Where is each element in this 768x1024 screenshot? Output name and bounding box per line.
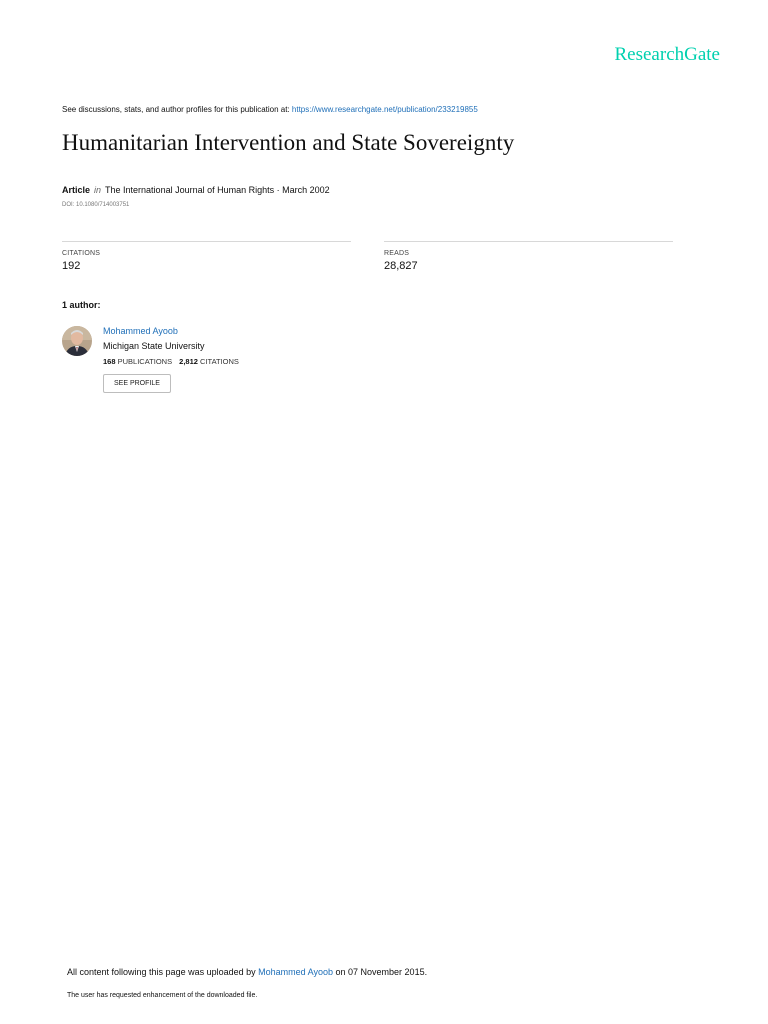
author-citations-label: CITATIONS xyxy=(200,357,239,366)
citations-label: CITATIONS xyxy=(62,250,101,257)
citations-value: 192 xyxy=(62,260,81,272)
upload-suffix: on 07 November 2015. xyxy=(333,967,428,977)
journal-date: The International Journal of Human Rights · March 2002 xyxy=(105,185,330,195)
author-avatar[interactable] xyxy=(62,326,92,356)
author-citations-count: 2,812 xyxy=(179,357,198,366)
publication-meta xyxy=(62,185,330,195)
reads-value: 28,827 xyxy=(384,260,418,272)
discussion-line xyxy=(62,105,478,114)
see-profile-button[interactable]: SEE PROFILE xyxy=(103,374,171,393)
discussion-text: See discussions, stats, and author profiles for this publication at: xyxy=(62,105,292,114)
author-name-link[interactable]: Mohammed Ayoob xyxy=(103,326,178,336)
publication-url-link[interactable]: https://www.researchgate.net/publication/233219855 xyxy=(291,105,478,114)
enhancement-note: The user has requested enhancement of the downloaded file. xyxy=(67,992,258,999)
author-publications-count: 168 xyxy=(103,357,116,366)
upload-info xyxy=(67,967,427,977)
author-stats xyxy=(103,357,239,366)
in-label: in xyxy=(94,185,102,195)
author-photo-icon xyxy=(62,326,92,356)
doi-text: DOI: 10.1080/714003751 xyxy=(62,202,130,208)
publication-type: Article xyxy=(62,185,91,195)
citations-stat xyxy=(62,241,351,272)
upload-prefix: All content following this page was uploaded by xyxy=(67,967,259,977)
author-publications-label: PUBLICATIONS xyxy=(117,357,173,366)
author-card xyxy=(103,326,239,393)
authors-heading: 1 author: xyxy=(62,300,101,310)
author-institution: Michigan State University xyxy=(103,341,205,351)
reads-stat xyxy=(384,241,673,272)
publication-title: Humanitarian Intervention and State Sovereignty xyxy=(62,130,515,155)
reads-label: READS xyxy=(384,250,410,257)
uploader-link[interactable]: Mohammed Ayoob xyxy=(258,967,334,977)
researchgate-logo[interactable]: ResearchGate xyxy=(614,44,720,65)
